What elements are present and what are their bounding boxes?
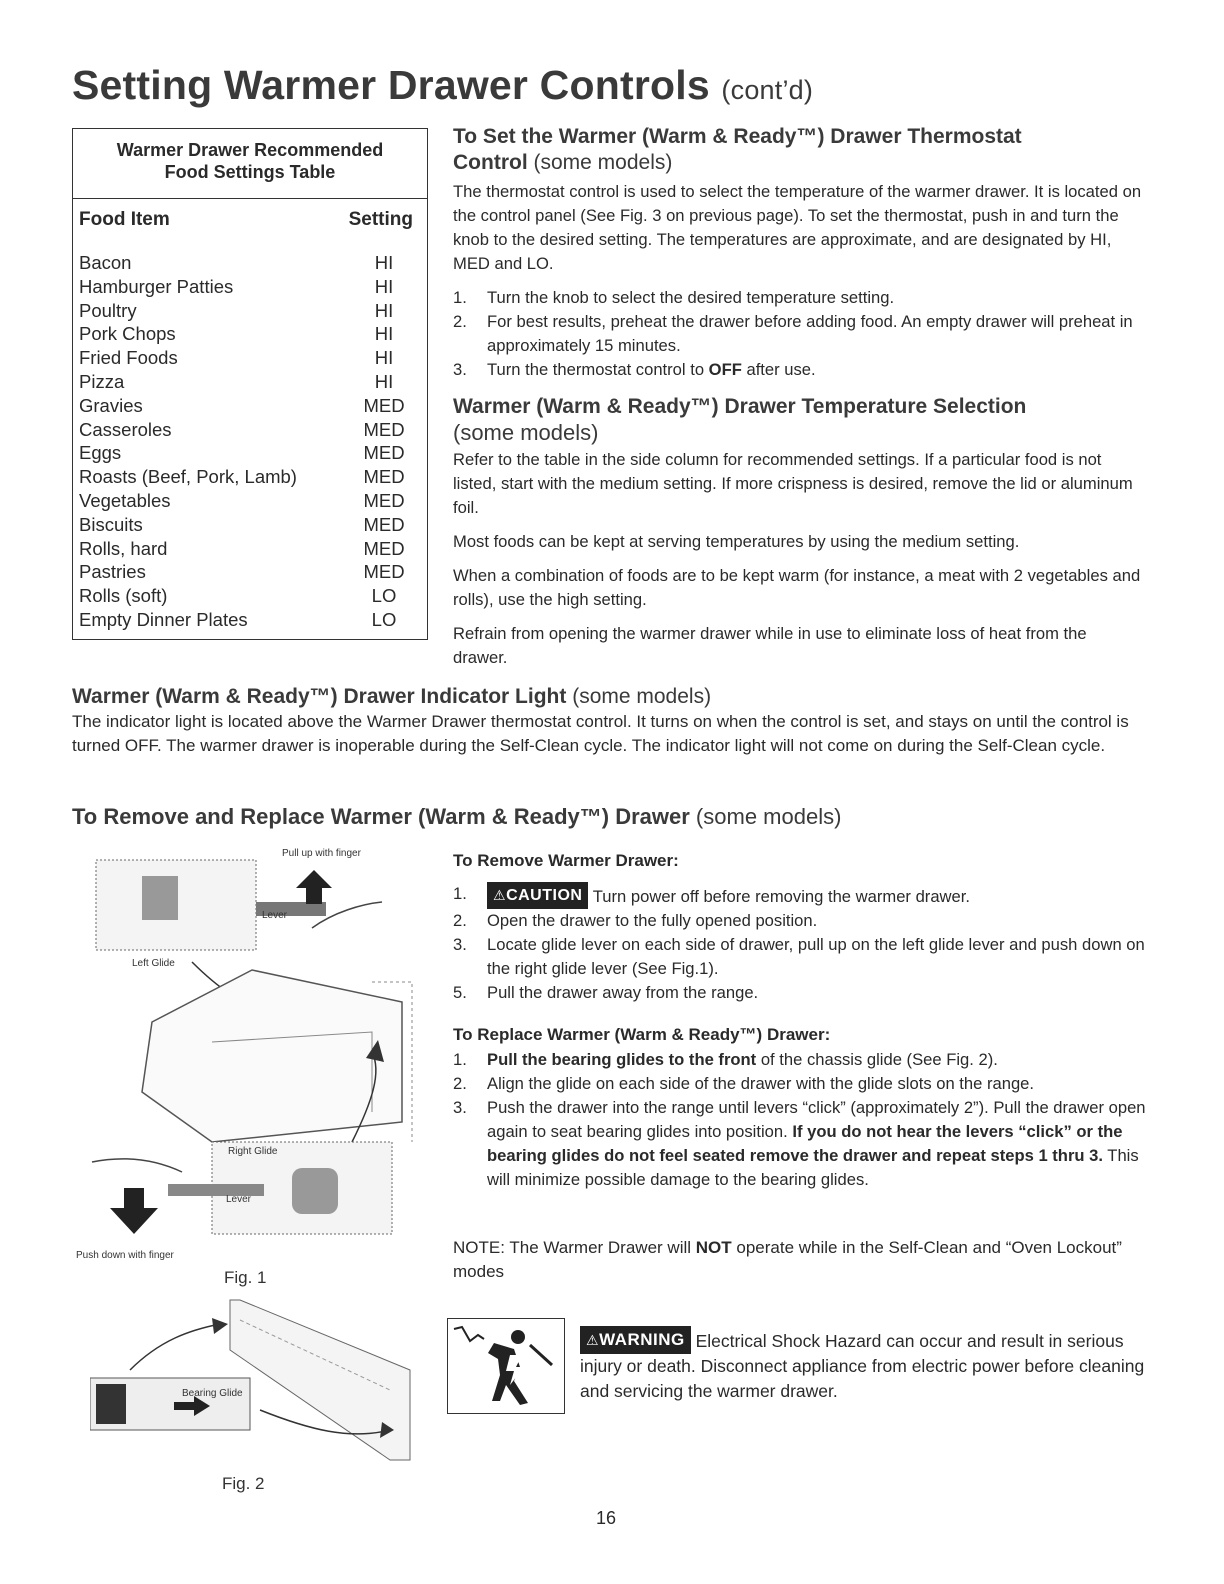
indicator-heading-sub: (some models) [566, 685, 712, 708]
food-item: Pork Chops [79, 323, 176, 345]
table-row [79, 299, 427, 323]
table-row [79, 513, 427, 537]
table-row [79, 465, 427, 489]
food-item: Biscuits [79, 513, 143, 535]
warning-badge [580, 1326, 691, 1354]
list-item [453, 1096, 1153, 1192]
food-setting: LO [371, 585, 397, 607]
step-number: 1. [453, 884, 467, 903]
step-text: Locate glide lever on each side of drawer, pull up on the left glide lever and push down on the right glide lever (See Fig.1). [487, 935, 1145, 978]
list-item [453, 933, 1153, 981]
food-setting: HI [374, 347, 394, 369]
table-row [79, 608, 427, 632]
warning-message: Electrical Shock Hazard can occur and result in serious injury or death. Disconnect appliance from electric power before cleaning and servicing the warmer drawer. [580, 1331, 1145, 1401]
temperature-paragraph-1: Refer to the table in the side column for recommended settings. If a particular food is not listed, start with the medium setting. If more crispness is desired, remove the lid or aluminum foil. [453, 450, 1133, 517]
pull-up-label: Pull up with finger [282, 848, 361, 859]
remove-replace-section [72, 804, 1152, 830]
list-item [453, 981, 1153, 1005]
drawer-body [142, 970, 402, 1142]
bearing-glide-label: Bearing Glide [182, 1388, 243, 1399]
food-setting: MED [363, 537, 405, 559]
food-setting: HI [374, 323, 394, 345]
step-number: 1. [453, 1050, 467, 1069]
figure-2-bearing-glide [90, 1290, 420, 1470]
page-title-suffix: (cont’d) [721, 75, 814, 105]
warning-label: WARNING [599, 1330, 685, 1349]
push-down-label: Push down with finger [76, 1250, 174, 1261]
thermostat-section [453, 124, 1143, 382]
step-text: of the chassis glide (See Fig. 2). [756, 1050, 998, 1069]
bearing-glide-block [96, 1384, 126, 1424]
table-row [79, 251, 427, 275]
food-setting: MED [363, 466, 405, 488]
step-text: For best results, preheat the drawer before adding food. An empty drawer will preheat in approximately 15 minutes. [487, 312, 1133, 355]
food-setting: HI [374, 275, 394, 297]
step-number: 2. [453, 312, 467, 331]
food-setting: HI [374, 299, 394, 321]
thermostat-heading-line1: To Set the Warmer (Warm & Ready™) Drawer Thermostat [453, 125, 1022, 148]
food-setting: MED [363, 442, 405, 464]
food-setting: MED [363, 489, 405, 511]
step-text: Align the glide on each side of the drawer with the glide slots on the range. [487, 1074, 1035, 1093]
food-item: Pastries [79, 561, 146, 583]
step-number: 1. [453, 288, 467, 307]
step-text: Pull the drawer away from the range. [487, 983, 759, 1002]
food-item: Pizza [79, 370, 125, 392]
step-text: Turn the knob to select the desired temperature setting. [487, 288, 895, 307]
table-row [79, 370, 427, 394]
table-row [79, 489, 427, 513]
thermostat-steps [453, 286, 1143, 382]
food-item: Bacon [79, 252, 132, 273]
step-text: Open the drawer to the fully opened position. [487, 911, 818, 930]
food-setting: MED [363, 418, 405, 440]
right-glide-label: Right Glide [228, 1146, 278, 1157]
food-item: Roasts (Beef, Pork, Lamb) [79, 466, 297, 488]
indicator-paragraph: The indicator light is located above the Warmer Drawer thermostat control. It turns on when the control is set, and stays on until the control is turned OFF. The warmer drawer is inoperable during the Self-Clean cycle. The indicator light will not come on during the Self-Clean cycle. [72, 712, 1129, 755]
thermostat-paragraph: The thermostat control is used to select the temperature of the warmer drawer. It is located on the control panel (See Fig. 3 on previous page). To set the thermostat, push in and turn the knob to the desired setting. The temperatures are approximate, and are designated by HI, MED and LO. [453, 182, 1142, 273]
step-text: Turn power off before removing the warmer drawer. [592, 887, 970, 906]
left-glide-label: Left Glide [132, 958, 175, 969]
step-number: 5. [453, 983, 467, 1002]
replace-drawer-heading: To Replace Warmer (Warm & Ready™) Drawer: [453, 1025, 831, 1044]
food-table-rows [73, 251, 427, 632]
food-setting: HI [374, 252, 394, 273]
food-setting: MED [363, 513, 405, 535]
step-emphasis: Pull the bearing glides to the front [487, 1050, 757, 1069]
food-table-heading-line2: Food Settings Table [164, 162, 336, 182]
page-number: 16 [596, 1508, 617, 1528]
oven-lockout-note [453, 1236, 1153, 1296]
table-row [79, 346, 427, 370]
step-text: Push the drawer into the range until levers “click” (approximately 2”). Pull the drawer open again to seat bearing glides into position. [487, 1098, 1146, 1141]
alert-triangle-icon: ⚠ [586, 1332, 600, 1348]
note-text: NOTE: The Warmer Drawer will [453, 1238, 696, 1257]
pointer-arrowhead-top [212, 1318, 228, 1334]
table-row [79, 275, 427, 299]
step-number: 2. [453, 1074, 467, 1093]
food-item: Hamburger Patties [79, 275, 234, 297]
list-item [453, 1072, 1153, 1096]
electric-shock-icon [448, 1319, 563, 1412]
remove-replace-heading-sub: (some models) [689, 804, 842, 829]
column-food-item: Food Item [79, 209, 170, 230]
thermostat-heading [453, 124, 1143, 176]
food-settings-table [72, 128, 428, 640]
list-item [453, 286, 1143, 310]
pointer-line-top [130, 1324, 220, 1370]
food-item: Empty Dinner Plates [79, 608, 248, 630]
remove-drawer-heading: To Remove Warmer Drawer: [453, 851, 679, 870]
temperature-heading: Warmer (Warm & Ready™) Drawer Temperature Selection [453, 395, 1027, 418]
note-text: operate while in the Self-Clean and “Oven Lockout” modes [453, 1238, 1122, 1281]
food-item: Eggs [79, 442, 122, 464]
step-text: Turn the thermostat control to [487, 360, 709, 379]
food-item: Casseroles [79, 418, 172, 440]
food-item: Vegetables [79, 489, 171, 511]
food-setting: HI [374, 370, 394, 392]
food-table-columns [73, 199, 427, 251]
page-title [72, 62, 813, 109]
indicator-section [72, 684, 1152, 758]
step-text: after use. [741, 360, 816, 379]
temperature-paragraph-3: When a combination of foods are to be kept warm (for instance, a meat with 2 vegetables and rolls), use the high setting. [453, 566, 1141, 609]
food-item: Rolls (soft) [79, 585, 168, 607]
table-row [79, 322, 427, 346]
list-item [453, 358, 1143, 382]
food-item: Gravies [79, 394, 143, 416]
remove-drawer-section [453, 850, 1153, 1005]
remove-replace-heading: To Remove and Replace Warmer (Warm & Ready™) Drawer [72, 804, 690, 829]
warning-text [580, 1326, 1150, 1404]
food-setting: LO [371, 608, 397, 630]
step-text: This will minimize possible damage to the bearing glides. [487, 1146, 1139, 1189]
food-item: Fried Foods [79, 347, 178, 369]
list-item [453, 1048, 1153, 1072]
step-number: 3. [453, 1098, 467, 1117]
lever-label-top: Lever [262, 910, 288, 921]
step-emphasis: If you do not hear the levers “click” or the bearing glides do not feel seated remove the drawer and repeat steps 1 thru 3. [487, 1122, 1123, 1165]
thermostat-heading-bold: Control [453, 151, 528, 174]
replace-steps [453, 1048, 1153, 1192]
step-number: 3. [453, 935, 467, 954]
food-table-heading-line1: Warmer Drawer Recommended [116, 140, 384, 160]
temperature-paragraph-4: Refrain from opening the warmer drawer while in use to eliminate loss of heat from the drawer. [453, 624, 1087, 667]
table-row [79, 441, 427, 465]
indicator-heading: Warmer (Warm & Ready™) Drawer Indicator Light [72, 685, 567, 708]
table-row [79, 394, 427, 418]
temperature-heading-sub: (some models) [453, 420, 599, 445]
temperature-paragraph-2: Most foods can be kept at serving temperatures by using the medium setting. [453, 532, 1020, 551]
pull-up-arrow-icon [296, 870, 332, 904]
figure-1-caption: Fig. 1 [224, 1268, 267, 1287]
step-emphasis: OFF [708, 360, 742, 379]
food-item: Poultry [79, 299, 137, 321]
right-glide-roller [292, 1168, 338, 1214]
alert-triangle-icon: ⚠ [493, 887, 507, 903]
step-number: 3. [453, 360, 467, 379]
figure-2-caption: Fig. 2 [222, 1474, 265, 1493]
lever-label-bottom: Lever [226, 1194, 252, 1205]
list-item [453, 882, 1153, 909]
list-item [453, 310, 1143, 358]
table-row [79, 560, 427, 584]
shock-hazard-icon-box [447, 1318, 565, 1414]
step-number: 2. [453, 911, 467, 930]
note-emphasis: NOT [695, 1238, 732, 1257]
remove-steps [453, 882, 1153, 1005]
table-row [79, 584, 427, 608]
table-row [79, 418, 427, 442]
caution-label: CAUTION [506, 887, 583, 904]
page-title-text: Setting Warmer Drawer Controls [72, 62, 710, 108]
replace-drawer-section [453, 1024, 1153, 1192]
thermostat-heading-rest: (some models) [527, 151, 673, 174]
left-glide-roller [142, 876, 178, 920]
list-item [453, 909, 1153, 933]
column-setting: Setting [348, 209, 413, 230]
food-table-heading [73, 129, 427, 199]
temperature-section [453, 394, 1143, 670]
caution-badge [487, 882, 588, 909]
push-down-arrow-icon [110, 1188, 158, 1234]
food-setting: MED [363, 561, 405, 583]
food-setting: MED [363, 394, 405, 416]
food-item: Rolls, hard [79, 537, 168, 559]
finger-outline-bottom [92, 1159, 182, 1172]
table-row [79, 537, 427, 561]
